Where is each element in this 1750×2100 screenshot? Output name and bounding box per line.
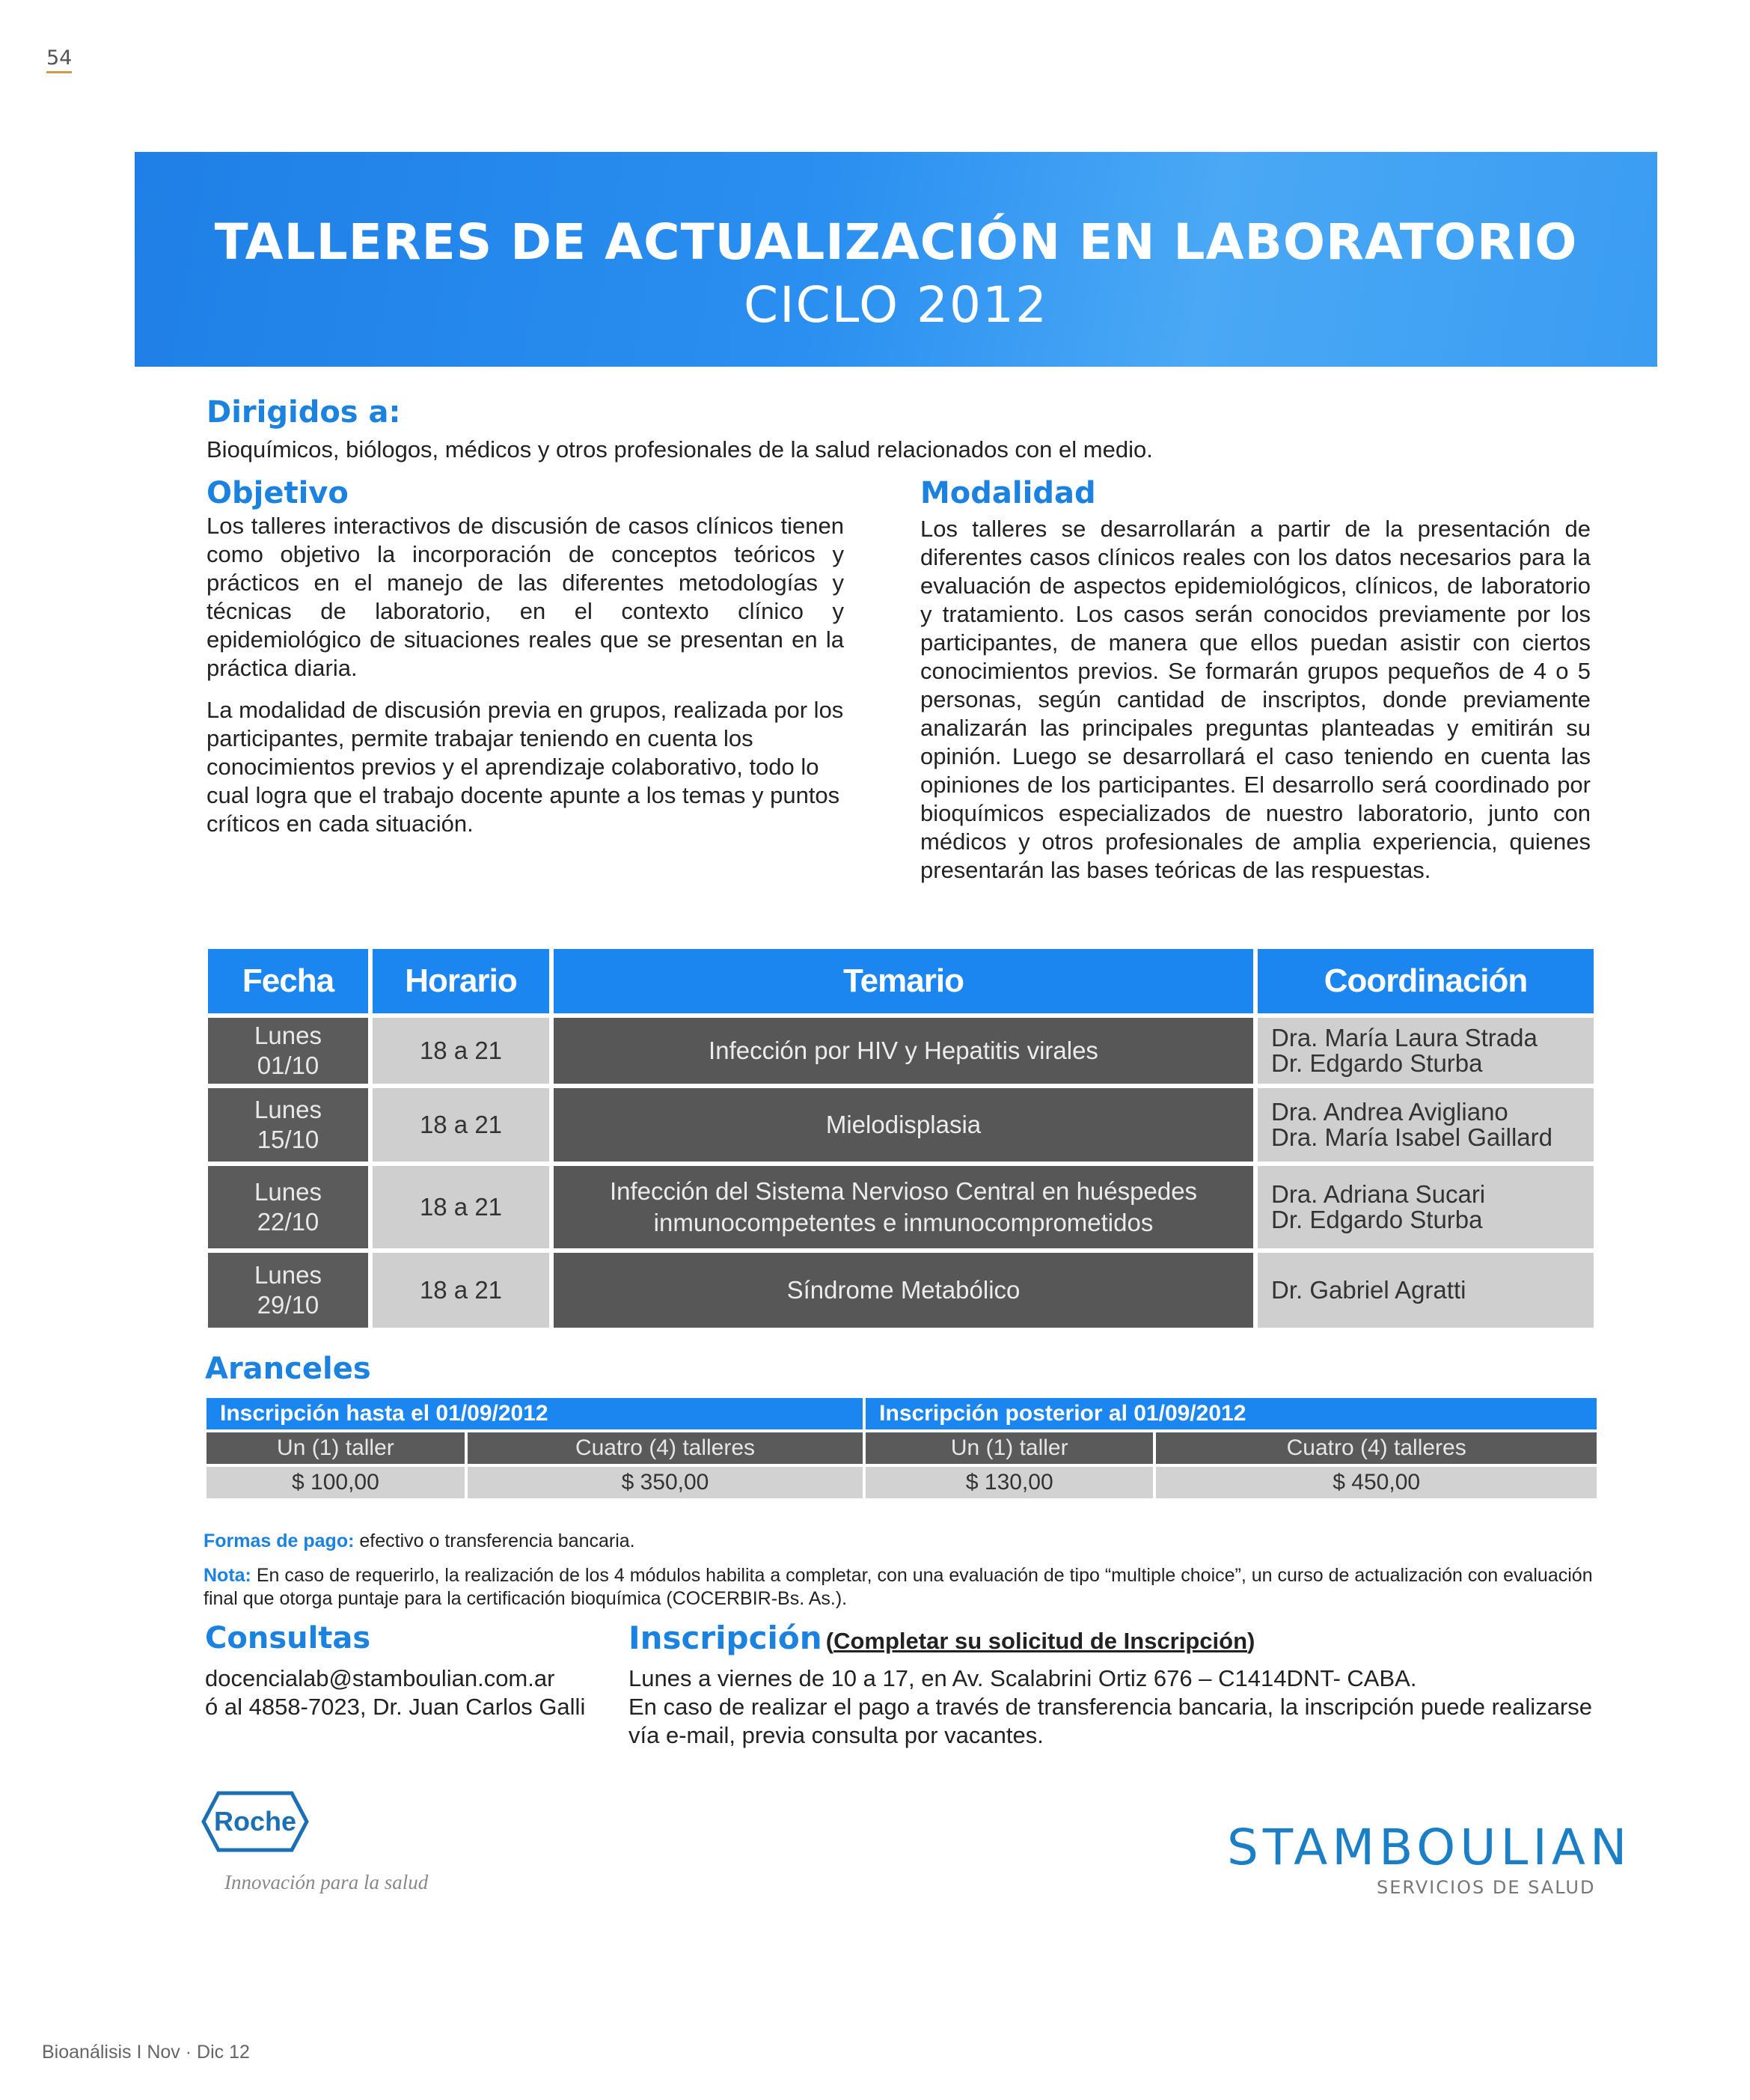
coordination-cell xyxy=(1258,1018,1594,1084)
date-label: 01/10 xyxy=(257,1051,319,1079)
topic-line: Infección por HIV y Hepatitis virales xyxy=(709,1037,1098,1064)
fees-label-row xyxy=(206,1432,1597,1464)
time-cell: 18 a 21 xyxy=(373,1166,549,1248)
coordinator: Dra. María Laura Strada xyxy=(1271,1024,1538,1051)
table-row xyxy=(208,1088,1594,1162)
coordinator: Dra. María Isabel Gaillard xyxy=(1271,1123,1552,1151)
fees-price-row xyxy=(206,1467,1597,1498)
header-fecha: Fecha xyxy=(208,949,368,1013)
inscripcion-hours: Lunes a viernes de 10 a 17, en Av. Scalabrini Ortiz 676 – C1414DNT- CABA. xyxy=(628,1665,1417,1691)
fee-price: $ 350,00 xyxy=(468,1467,863,1498)
page-number: 54 xyxy=(46,46,72,73)
date-label: 29/10 xyxy=(257,1291,319,1319)
payment-text: efectivo o transferencia bancaria. xyxy=(354,1530,635,1551)
note-text: En caso de requerirlo, la realización de los 4 módulos habilita a completar, con una evaluación de tipo “multiple choice”, un curso de actualización con evaluación final que otorga puntaje para la certificación bioquímica (COCERBIR-Bs. As.). xyxy=(204,1565,1593,1609)
roche-logo xyxy=(201,1790,310,1856)
inscripcion-transfer-note: En caso de realizar el pago a través de transferencia bancaria, la inscripción puede realizarse vía e-mail, previa consulta por vacantes. xyxy=(628,1694,1592,1748)
fees-group-early: Inscripción hasta el 01/09/2012 xyxy=(206,1398,863,1429)
fee-label: Cuatro (4) talleres xyxy=(1156,1432,1597,1464)
stamboulian-subtitle: SERVICIOS DE SALUD xyxy=(1377,1877,1596,1898)
day-label: Lunes xyxy=(254,1261,322,1289)
note-label: Nota: xyxy=(204,1565,251,1586)
banner-subtitle: CICLO 2012 xyxy=(744,276,1048,334)
fee-price: $ 100,00 xyxy=(206,1467,465,1498)
modalidad-heading: Modalidad xyxy=(920,476,1096,510)
roche-wordmark: Roche xyxy=(213,1806,297,1837)
header-temario: Temario xyxy=(554,949,1253,1013)
stamboulian-logo: STAMBOULIAN xyxy=(1227,1819,1632,1876)
schedule-header-row xyxy=(208,949,1594,1013)
inscripcion-heading-line xyxy=(628,1620,1255,1656)
coordination-cell xyxy=(1258,1088,1594,1162)
fee-label: Cuatro (4) talleres xyxy=(468,1432,863,1464)
coordinator: Dra. Adriana Sucari xyxy=(1271,1180,1486,1208)
coordination-cell xyxy=(1258,1166,1594,1248)
modalidad-text: Los talleres se desarrollarán a partir de la presentación de diferentes casos clínicos reales con los datos necesarios para la evaluación de aspectos epidemiológicos, clínicos, de laboratorio y tratamiento. Los casos serán conocidos previamente por los participantes, de manera que ellos puedan asistir con ciertos conocimientos previos. Se formarán grupos pequeños de 4 o 5 personas, según cantidad de inscriptos, donde previamente analizarán las principales preguntas planteadas y emitirán su opinión. Luego se desarrollará el caso teniendo en cuenta las opiniones de los participantes. El desarrollo será coordinado por bioquímicos especializados de nuestro laboratorio, junto con médicos y otros profesionales de amplia experiencia, quienes presentarán las bases teóricas de las respuestas. xyxy=(920,516,1591,883)
date-label: 22/10 xyxy=(257,1208,319,1236)
fee-label: Un (1) taller xyxy=(206,1432,465,1464)
topic-line: inmunocompetentes e inmunocomprometidos xyxy=(653,1209,1154,1236)
fees-table xyxy=(204,1395,1600,1501)
table-row xyxy=(208,1253,1594,1328)
objetivo-paragraph-2: La modalidad de discusión previa en grupos, realizada por los participantes, permite trabajar teniendo en cuenta los conocimientos previos y el aprendizaje colaborativo, todo lo cual logra que el trabajo docente apunte a los temas y puntos críticos en cada situación. xyxy=(206,697,844,837)
objetivo-paragraph-1: Los talleres interactivos de discusión de casos clínicos tienen como objetivo la incorporación de conceptos teóricos y prácticos en el manejo de las diferentes metodologías y técnicas de laboratorio, en el contexto clínico y epidemiológico de situaciones reales que se presentan en la práctica diaria. xyxy=(206,513,844,681)
coordination-cell xyxy=(1258,1253,1594,1328)
inscripcion-heading: Inscripción xyxy=(628,1620,822,1656)
fees-group-late: Inscripción posterior al 01/09/2012 xyxy=(866,1398,1597,1429)
topic-cell xyxy=(554,1088,1253,1162)
contact-phone: ó al 4858-7023, Dr. Juan Carlos Galli xyxy=(205,1694,586,1720)
day-label: Lunes xyxy=(254,1178,322,1206)
objetivo-heading: Objetivo xyxy=(206,476,349,510)
roche-hexagon-icon xyxy=(201,1790,310,1853)
time-cell: 18 a 21 xyxy=(373,1253,549,1328)
inscripcion-form-link[interactable]: Completar su solicitud de Inscripción xyxy=(833,1628,1248,1654)
coordinator: Dr. Edgardo Sturba xyxy=(1271,1206,1483,1233)
consultas-heading: Consultas xyxy=(205,1621,371,1655)
topic-cell xyxy=(554,1166,1253,1248)
header-horario: Horario xyxy=(373,949,549,1013)
schedule-table xyxy=(204,944,1598,1332)
date-cell xyxy=(208,1253,368,1328)
fee-price: $ 450,00 xyxy=(1156,1467,1597,1498)
payment-methods xyxy=(204,1530,1603,1553)
time-cell: 18 a 21 xyxy=(373,1018,549,1084)
banner-title: TALLERES DE ACTUALIZACIÓN EN LABORATORIO xyxy=(214,213,1578,271)
dirigidos-text: Bioquímicos, biólogos, médicos y otros profesionales de la salud relacionados con el medio. xyxy=(206,436,1153,463)
payment-label: Formas de pago: xyxy=(204,1530,355,1551)
time-cell: 18 a 21 xyxy=(373,1088,549,1162)
topic-cell xyxy=(554,1018,1253,1084)
date-cell xyxy=(208,1088,368,1162)
topic-line: Síndrome Metabólico xyxy=(786,1276,1021,1304)
topic-line: Mielodisplasia xyxy=(825,1111,982,1138)
topic-cell xyxy=(554,1253,1253,1328)
fees-header-row xyxy=(206,1398,1597,1429)
dirigidos-heading: Dirigidos a: xyxy=(206,395,401,430)
coordinator: Dr. Gabriel Agratti xyxy=(1271,1276,1466,1304)
header-coordinacion: Coordinación xyxy=(1258,949,1594,1013)
date-cell xyxy=(208,1166,368,1248)
roche-tagline: Innovación para la salud xyxy=(224,1871,429,1893)
coordinator: Dr. Edgardo Sturba xyxy=(1271,1049,1483,1077)
contact-email[interactable]: docencialab@stamboulian.com.ar xyxy=(205,1665,555,1691)
coordinator: Dra. Andrea Avigliano xyxy=(1271,1098,1508,1126)
topic-line: Infección del Sistema Nervioso Central en huéspedes xyxy=(609,1177,1198,1205)
fee-price: $ 130,00 xyxy=(866,1467,1153,1498)
table-row xyxy=(208,1166,1594,1248)
day-label: Lunes xyxy=(254,1022,322,1049)
aranceles-heading: Aranceles xyxy=(205,1352,371,1386)
date-label: 15/10 xyxy=(257,1126,319,1153)
note xyxy=(204,1564,1600,1611)
inscripcion-link-open: ( xyxy=(825,1628,834,1654)
table-row xyxy=(208,1018,1594,1084)
inscripcion-link-close: ) xyxy=(1247,1628,1255,1654)
day-label: Lunes xyxy=(254,1096,322,1123)
title-banner xyxy=(135,152,1657,367)
date-cell xyxy=(208,1018,368,1084)
page-footer: Bioanálisis I Nov · Dic 12 xyxy=(42,2042,250,2063)
fee-label: Un (1) taller xyxy=(866,1432,1153,1464)
